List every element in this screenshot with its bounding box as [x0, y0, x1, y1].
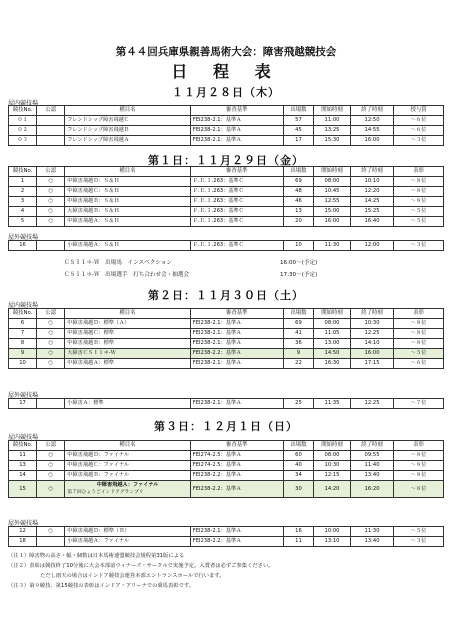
cell-criteria: Ｆ.Ｅ.Ｉ.263：基準Ｃ: [190, 241, 283, 251]
cell-entries: 13: [283, 207, 313, 217]
table-row: [9, 116, 444, 126]
cell-official: ○: [37, 197, 65, 207]
day0-table: [8, 105, 444, 146]
column-header: 開始時刻: [314, 441, 351, 451]
cell-official: ○: [37, 319, 65, 329]
column-header: 種目名: [65, 167, 191, 177]
cell-event: 中障害飛越Ｃ：標準: [65, 329, 191, 339]
table-row: [9, 339, 444, 349]
cell-official: ○: [37, 481, 65, 498]
column-header: 終了時刻: [350, 309, 393, 319]
cell-entries: 20: [283, 217, 313, 227]
table-row: [9, 136, 444, 146]
cell-no: 1: [9, 177, 37, 187]
cell-event: 中障害飛越Ｄ：ファイナル: [65, 451, 191, 461]
cell-prize: ～５位: [394, 527, 444, 537]
cell-prize: ～８位: [394, 339, 444, 349]
cell-start: 12:55: [314, 197, 351, 207]
cell-official: ○: [37, 527, 65, 537]
note-2: （注２）表彰は競技終了10分後に大会本部前ウィナーズ・サークルで実施予定。入賞者は必ずご参集ください。: [8, 563, 274, 569]
cell-official: [37, 136, 65, 146]
inspection-time: 16:00～(予定): [280, 260, 318, 266]
cell-entries: 46: [283, 197, 313, 207]
cell-event: 小障害飛越Ａ：ファイナル: [65, 537, 191, 547]
table-row: [9, 177, 444, 187]
arena-outdoor-label: 屋外競技場: [8, 520, 39, 527]
cell-prize: ～５位: [394, 207, 444, 217]
column-header: 表彰: [394, 309, 444, 319]
column-header: 公認: [37, 167, 65, 177]
column-header: 表彰: [394, 441, 444, 451]
cell-official: ○: [37, 217, 65, 227]
cell-no: ０２: [9, 126, 37, 136]
table-row: [9, 471, 444, 481]
cell-end: 14:25: [350, 197, 393, 207]
column-header: 終了時刻: [350, 106, 393, 116]
cell-event: 小障害飛越Ａ：Ｓ＆Ｈ: [65, 241, 191, 251]
cell-entries: 30: [283, 481, 313, 498]
table-row: [9, 451, 444, 461]
table-row: [9, 187, 444, 197]
cell-end: 11:30: [350, 527, 393, 537]
table-row: [9, 197, 444, 207]
cell-official: [37, 399, 65, 409]
cell-official: ○: [37, 451, 65, 461]
cell-event: 中障害飛越Ｃ：ファイナル: [65, 461, 191, 471]
cell-entries: 34: [283, 471, 313, 481]
cell-official: [37, 126, 65, 136]
cell-start: 13:00: [314, 339, 351, 349]
cell-no: 16: [9, 241, 37, 251]
cell-no: 6: [9, 319, 37, 329]
cell-prize: ～８位: [394, 177, 444, 187]
cell-start: 10:45: [314, 187, 351, 197]
note-3: （注３）第９競技、第15競技の表彰はインドア・アリーナでの乗馬表彰です。: [8, 583, 195, 589]
column-header: 公認: [37, 441, 65, 451]
cell-event: フレンドシップ障害飛越Ｃ: [65, 116, 191, 126]
cell-end: 15:25: [350, 207, 393, 217]
cell-start: 11:35: [314, 399, 351, 409]
cell-end: 13:40: [350, 471, 393, 481]
cell-end: 11:40: [350, 461, 393, 471]
cell-criteria: FEI238-2.1：基準Ａ: [190, 359, 283, 369]
cell-start: 15:30: [314, 136, 351, 146]
column-header: 審査基準: [190, 106, 283, 116]
cell-entries: 69: [283, 319, 313, 329]
cell-start: 08:00: [314, 177, 351, 187]
day3-indoor-table: [8, 440, 444, 498]
cell-criteria: FEI238-2.2：基準Ａ: [190, 349, 283, 359]
cell-no: 18: [9, 537, 37, 547]
column-header: 公認: [37, 309, 65, 319]
cell-official: [37, 537, 65, 547]
table-row: [9, 537, 444, 547]
cell-entries: 41: [283, 329, 313, 339]
column-header: 開始時刻: [314, 309, 351, 319]
cell-criteria: FEI238-2.1：基準Ａ: [190, 527, 283, 537]
cell-prize: ～５位: [394, 217, 444, 227]
cell-no: ０１: [9, 116, 37, 126]
cell-no: 8: [9, 339, 37, 349]
column-header: 終了時刻: [350, 441, 393, 451]
cell-criteria: FEI238-2.1：基準Ａ: [190, 339, 283, 349]
cell-criteria: FEI238-2.1：基準Ａ: [190, 329, 283, 339]
cell-event: 中障害飛越Ｂ：Ｓ＆Ｈ: [65, 197, 191, 207]
cell-criteria: FEI238-2.1：基準Ａ: [190, 319, 283, 329]
cell-start: 14:20: [314, 481, 351, 498]
table-row: [9, 126, 444, 136]
cell-event: 大障害ＣＳＩ１＊-Ｗ: [65, 349, 191, 359]
cell-prize: ～６位: [394, 126, 444, 136]
column-header: 競技No.: [9, 106, 37, 116]
column-header: 授与賞: [394, 106, 444, 116]
cell-criteria: FEI238-2.1：基準Ａ: [190, 116, 283, 126]
cell-official: ○: [37, 349, 65, 359]
table-row: [9, 527, 444, 537]
column-header: 種目名: [65, 441, 191, 451]
day1-indoor-table: [8, 166, 444, 227]
cell-prize: ～３位: [394, 537, 444, 547]
cell-end: 13:40: [350, 537, 393, 547]
cell-end: 12:20: [350, 187, 393, 197]
cell-entries: 25: [283, 399, 313, 409]
cell-prize: ～８位: [394, 329, 444, 339]
cell-entries: 69: [283, 177, 313, 187]
cell-end: 10:10: [350, 177, 393, 187]
day0-heading: １１月２８日（木）: [172, 86, 280, 99]
cell-criteria: FEI238-2.1：基準Ａ: [190, 136, 283, 146]
column-header: 公認: [37, 106, 65, 116]
cell-start: 12:15: [314, 471, 351, 481]
cell-end: 14:10: [350, 339, 393, 349]
cell-end: 17:15: [350, 359, 393, 369]
cell-prize: ～７位: [394, 399, 444, 409]
cell-no: 12: [9, 527, 37, 537]
column-header: 終了時刻: [350, 167, 393, 177]
day1-heading: 第１日：１１月２９日（金）: [148, 154, 304, 167]
column-header: 出場数: [283, 106, 313, 116]
cell-start: 11:05: [314, 329, 351, 339]
cell-event: 中障害飛越Ｂ：ファイナル: [65, 471, 191, 481]
table-row: [9, 349, 444, 359]
cell-prize: ～８位: [394, 319, 444, 329]
cell-no: 3: [9, 197, 37, 207]
arena-outdoor-label: 屋外競技場: [8, 234, 39, 241]
cell-no: 2: [9, 187, 37, 197]
cell-event: フレンドシップ障害飛越Ａ: [65, 136, 191, 146]
cell-end: 16:40: [350, 217, 393, 227]
cell-event: 中障害飛越Ｃ：Ｓ＆Ｈ: [65, 187, 191, 197]
column-header: 競技No.: [9, 441, 37, 451]
column-header: 開始時刻: [314, 106, 351, 116]
cell-event: 中障害飛越Ｄ：標準（Ａ）: [65, 319, 191, 329]
cell-official: ○: [37, 359, 65, 369]
cell-entries: 9: [283, 349, 313, 359]
meeting-label: ＣＳＩ１＊-Ｗ 出場選手 打ち合わせ会・抽選会: [64, 272, 190, 278]
cell-start: 10:00: [314, 527, 351, 537]
arena-indoor-label: 屋内競技場: [8, 100, 39, 107]
cell-entries: 45: [283, 126, 313, 136]
cell-criteria: Ｆ.Ｅ.Ｉ.263：基準Ｃ: [190, 177, 283, 187]
cell-entries: 40: [283, 461, 313, 471]
cell-end: 10:30: [350, 319, 393, 329]
cell-event: 中障害飛越Ｄ：Ｓ＆Ｈ: [65, 177, 191, 187]
cell-end: 12:25: [350, 329, 393, 339]
table-header: [9, 309, 444, 319]
cell-official: ○: [37, 329, 65, 339]
cell-no: 11: [9, 451, 37, 461]
cell-criteria: FEI238-2.2：基準Ａ: [190, 537, 283, 547]
cell-start: 14:50: [314, 349, 351, 359]
table-header: [9, 106, 444, 116]
arena-outdoor-label: 屋外競技場: [8, 392, 39, 399]
cell-criteria: FEI238-2.1：基準Ａ: [190, 126, 283, 136]
cell-prize: ～８位: [394, 471, 444, 481]
cell-prize: ～６位: [394, 116, 444, 126]
cell-start: 16:30: [314, 359, 351, 369]
cell-criteria: FEI238-2.2：基準Ａ: [190, 481, 283, 498]
cell-no: ０３: [9, 136, 37, 146]
column-header: 種目名: [65, 309, 191, 319]
cell-end: 14:55: [350, 126, 393, 136]
cell-official: ○: [37, 339, 65, 349]
cell-entries: 10: [283, 241, 313, 251]
cell-criteria: Ｆ.Ｅ.Ｉ.263：基準Ｃ: [190, 197, 283, 207]
column-header: 種目名: [65, 106, 191, 116]
table-header: [9, 441, 444, 451]
meeting-time: 17:30～(予定): [280, 272, 318, 278]
table-row: [9, 399, 444, 409]
cell-no: 7: [9, 329, 37, 339]
cell-entries: 36: [283, 339, 313, 349]
arena-indoor-label: 屋内競技場: [8, 302, 39, 309]
cell-event: フレンドシップ障害飛越Ｂ: [65, 126, 191, 136]
cell-no: 5: [9, 217, 37, 227]
cell-prize: ～３位: [394, 136, 444, 146]
cell-end: 12:00: [350, 241, 393, 251]
day2-heading: 第２日：１１月３０日（土）: [148, 289, 304, 302]
cell-no: 15: [9, 481, 37, 498]
cell-no: 10: [9, 359, 37, 369]
cell-end: 16:00: [350, 349, 393, 359]
day1-outdoor-table: [8, 240, 444, 251]
day3-heading: 第３日：１２月１日（日）: [154, 420, 298, 433]
cell-prize: ～８位: [394, 481, 444, 498]
cell-prize: ～５位: [394, 349, 444, 359]
cell-start: 08:00: [314, 319, 351, 329]
cell-end: 09:55: [350, 451, 393, 461]
table-row: [9, 241, 444, 251]
cell-start: 11:00: [314, 116, 351, 126]
cell-prize: ～８位: [394, 451, 444, 461]
page-title: 第４４回兵庫県親善馬術大会：障害飛越競技会: [115, 46, 337, 58]
cell-criteria: Ｆ.Ｅ.Ｉ.263：基準Ｃ: [190, 217, 283, 227]
cell-official: ○: [37, 177, 65, 187]
cell-no: 9: [9, 349, 37, 359]
table-row: [9, 319, 444, 329]
arena-indoor-label: 屋内競技場: [8, 434, 39, 441]
column-header: 出場数: [283, 441, 313, 451]
cell-criteria: Ｆ.Ｅ.Ｉ.263：基準Ｃ: [190, 187, 283, 197]
table-row: [9, 359, 444, 369]
column-header: 審査基準: [190, 309, 283, 319]
table-row: [9, 329, 444, 339]
table-row: [9, 207, 444, 217]
cell-prize: ～３位: [394, 241, 444, 251]
inspection-label: ＣＳＩ１＊-Ｗ 出場馬 インスペクション: [64, 260, 173, 266]
column-header: 出場数: [283, 167, 313, 177]
cell-official: ○: [37, 471, 65, 481]
cell-entries: 60: [283, 451, 313, 461]
day2-outdoor-table: [8, 398, 444, 409]
cell-event: 大障害飛越Ｂ：Ｓ＆Ｈ: [65, 207, 191, 217]
column-header: 審査基準: [190, 441, 283, 451]
page-subtitle: 日 程 表: [171, 62, 281, 81]
cell-official: ○: [37, 187, 65, 197]
cell-criteria: FEI274-2.5：基準Ａ: [190, 451, 283, 461]
column-header: 表彰: [394, 167, 444, 177]
cell-criteria: Ｆ.Ｅ.Ｉ.263：基準Ｃ: [190, 207, 283, 217]
cell-start: 10:30: [314, 461, 351, 471]
column-header: 競技No.: [9, 309, 37, 319]
cell-no: 13: [9, 461, 37, 471]
table-header: [9, 167, 444, 177]
cell-event: 中障害飛越Ｄ：標準（Ｂ）: [65, 527, 191, 537]
cell-official: [37, 116, 65, 126]
cell-prize: ～８位: [394, 197, 444, 207]
cell-no: 17: [9, 399, 37, 409]
final-event-subtitle: 第７回ひょうごインドアグランプリ: [67, 490, 144, 495]
cell-no: 14: [9, 471, 37, 481]
cell-official: ○: [37, 207, 65, 217]
column-header: 競技No.: [9, 167, 37, 177]
note-2-cont: ただし雨天の場合はインドア競技会運営本部エントランスホールで行います。: [40, 573, 225, 579]
cell-start: 11:30: [314, 241, 351, 251]
cell-official: ○: [37, 461, 65, 471]
cell-no: 4: [9, 207, 37, 217]
cell-criteria: FEI238-2.2：基準Ａ: [190, 471, 283, 481]
cell-event: 小障害Ａ：標準: [65, 399, 191, 409]
cell-event: [65, 481, 191, 498]
final-event-name: 中障害飛越Ａ：ファイナル: [96, 482, 159, 488]
cell-entries: 16: [283, 527, 313, 537]
cell-end: 12:25: [350, 399, 393, 409]
cell-event: 中障害飛越Ｂ：標準: [65, 339, 191, 349]
table-row: [9, 217, 444, 227]
cell-end: 16:20: [350, 481, 393, 498]
cell-end: 16:00: [350, 136, 393, 146]
cell-entries: 22: [283, 359, 313, 369]
cell-start: 13:10: [314, 537, 351, 547]
cell-end: 12:50: [350, 116, 393, 126]
day3-outdoor-table: [8, 526, 444, 547]
table-row: [9, 461, 444, 471]
cell-entries: 48: [283, 187, 313, 197]
column-header: 出場数: [283, 309, 313, 319]
cell-event: 中障害飛越Ａ：Ｓ＆Ｈ: [65, 217, 191, 227]
cell-entries: 11: [283, 537, 313, 547]
cell-prize: ～８位: [394, 461, 444, 471]
cell-criteria: FEI274-2.5：基準Ａ: [190, 461, 283, 471]
cell-prize: ～６位: [394, 359, 444, 369]
cell-start: 16:00: [314, 217, 351, 227]
cell-start: 13:25: [314, 126, 351, 136]
table-row-final: [9, 481, 444, 498]
day2-indoor-table: [8, 308, 444, 369]
column-header: 開始時刻: [314, 167, 351, 177]
cell-start: 15:00: [314, 207, 351, 217]
cell-prize: ～８位: [394, 187, 444, 197]
cell-start: 08:00: [314, 451, 351, 461]
cell-event: 中障害飛越Ａ：標準: [65, 359, 191, 369]
cell-entries: 17: [283, 136, 313, 146]
cell-entries: 57: [283, 116, 313, 126]
note-1: （注１）障害物の高さ・幅・個数は日本馬術連盟競技会規程第31版による: [8, 553, 185, 559]
column-header: 審査基準: [190, 167, 283, 177]
cell-criteria: FEI238-2.1：基準Ａ: [190, 399, 283, 409]
cell-official: [37, 241, 65, 251]
